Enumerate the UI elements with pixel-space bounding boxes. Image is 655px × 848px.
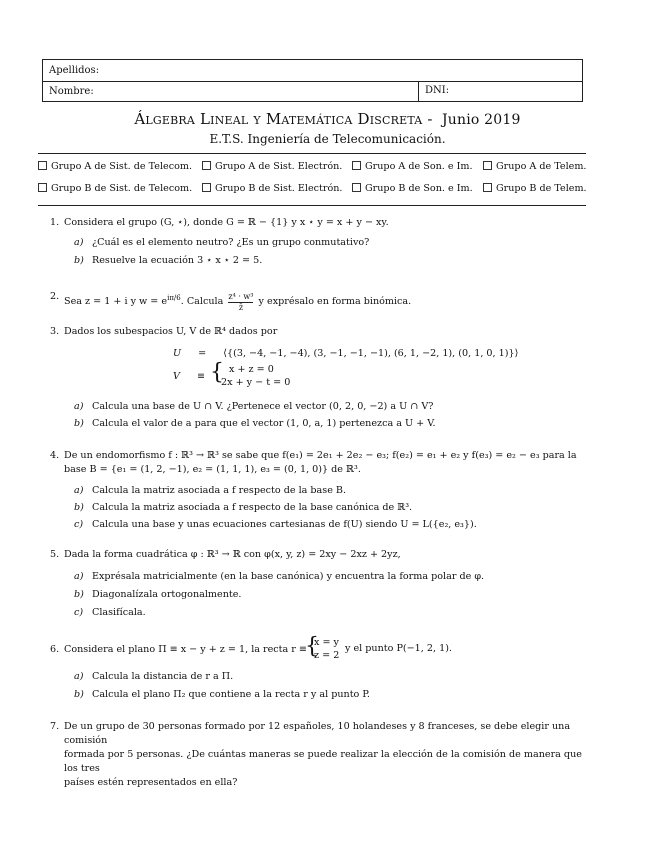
- checkbox-icon[interactable]: [38, 161, 47, 170]
- group-option[interactable]: Grupo A de Sist. de Telecom.: [38, 161, 192, 172]
- nombre-row[interactable]: [43, 81, 582, 102]
- question-number: 2.: [50, 291, 60, 302]
- question-number: 6.: [50, 644, 60, 655]
- subquestion: c) Calcula una base y unas ecuaciones cartesianas de f(U) siendo U = L({e₂, e₃}).: [74, 519, 477, 530]
- apellidos-row[interactable]: [43, 60, 582, 82]
- question-number: 5.: [50, 549, 60, 560]
- exam-date: Junio 2019: [441, 112, 521, 128]
- checkbox-icon[interactable]: [483, 183, 492, 192]
- group-option[interactable]: Grupo A de Sist. Electrón.: [202, 161, 342, 172]
- left-brace-icon: {: [210, 360, 224, 385]
- dni-field[interactable]: [418, 81, 449, 102]
- subspace-u: U = ⟨{(3, −4, −1, −4), (3, −1, −1, −1), (6, 1, −2, 1), (0, 1, 0, 1)}⟩: [173, 348, 519, 359]
- group-option[interactable]: Grupo A de Telem.: [483, 161, 586, 172]
- student-id-box: [42, 59, 583, 102]
- group-option[interactable]: Grupo B de Son. e Im.: [352, 183, 473, 194]
- question-number: 1.: [50, 217, 60, 228]
- subquestion: b) Diagonalízala ortogonalmente.: [74, 589, 242, 600]
- subquestion: b) Calcula el valor de a para que el vector (1, 0, a, 1) pertenezca a U + V.: [74, 418, 436, 429]
- equation: 2x + y − t = 0: [221, 377, 291, 388]
- question-text: Dada la forma cuadrática φ : ℝ³ → ℝ con φ(x, y, z) = 2xy − 2xz + 2yz,: [64, 549, 401, 560]
- fraction: $\frac{\text{z⁴ · w³}}{z̄}$: [228, 292, 254, 312]
- question-text: Sea z = 1 + i y $w = e^{i\pi/6}$. Calcula $\frac{\text{z⁴ · w³}}{z̄}$ y exprésalo en forma binómica.: [64, 292, 412, 312]
- question-number: 7.: [50, 721, 60, 732]
- subquestion: b) Calcula el plano Π₂ que contiene a la recta r y al punto P.: [74, 689, 370, 700]
- group-option[interactable]: Grupo B de Sist. de Telecom.: [38, 183, 192, 194]
- question-text: Considera el plano Π ≡ x − y + z = 1, la recta r ≡: [64, 644, 307, 655]
- group-option[interactable]: Grupo B de Sist. Electrón.: [202, 183, 342, 194]
- checkbox-icon[interactable]: [352, 183, 361, 192]
- question-text: De un endomorfismo f : ℝ³ → ℝ³ se sabe que f(e₁) = 2e₁ + 2e₂ − e₃; f(e₂) = e₁ + e₂ y f(e₃) = e₂ − e₃ para la base B = {e₁ = (1, 2, −1), e₂ = (1, 1, 1), e₃ = (0, 1, 0)} de ℝ³.: [64, 450, 577, 475]
- question-text-tail: y el punto P(−1, 2, 1).: [345, 643, 452, 654]
- question-number: 3.: [50, 326, 60, 337]
- question-text: Considera el grupo (G, ⋆), donde G = ℝ − {1} y x ⋆ y = x + y − xy.: [64, 217, 389, 228]
- checkbox-icon[interactable]: [202, 161, 211, 170]
- checkbox-icon[interactable]: [38, 183, 47, 192]
- group-row-a: [38, 161, 586, 183]
- subquestion: a) Calcula la matriz asociada a f respecto de la base B.: [74, 485, 347, 496]
- question-text: Dados los subespacios U, V de ℝ⁴ dados por: [64, 326, 278, 337]
- group-row-b: [38, 183, 586, 205]
- equation: x + z = 0: [229, 364, 274, 375]
- subquestion: a) Calcula una base de U ∩ V. ¿Pertenece el vector (0, 2, 0, −2) a U ∩ V?: [74, 401, 434, 412]
- exam-title: [0, 110, 655, 128]
- course-title: Álgebra Lineal y Matemática Discreta -: [134, 110, 433, 128]
- subquestion: a) Calcula la distancia de r a Π.: [74, 671, 234, 682]
- group-option[interactable]: Grupo A de Son. e Im.: [352, 161, 473, 172]
- question-number: 4.: [50, 450, 60, 461]
- nombre-label: Nombre:: [49, 86, 94, 97]
- apellidos-label: Apellidos:: [49, 65, 100, 76]
- question-text: De un grupo de 30 personas formado por 12 españoles, 10 holandeses y 8 franceses, se debe elegir una comisión formada por 5 personas. ¿De cuántas maneras se puede realizar la elección de la comisión de manera que los tres países estén representados en ella?: [64, 721, 582, 788]
- subquestion: a) Exprésala matricialmente (en la base canónica) y encuentra la forma polar de φ.: [74, 571, 485, 582]
- subquestion: b) Calcula la matriz asociada a f respecto de la base canónica de ℝ³.: [74, 502, 413, 513]
- subspace-v: V ≡: [173, 371, 206, 382]
- checkbox-icon[interactable]: [483, 161, 492, 170]
- equation: z = 2: [314, 650, 340, 661]
- group-option[interactable]: Grupo B de Telem.: [483, 183, 587, 194]
- group-selector: [38, 161, 586, 205]
- equation: x = y: [314, 637, 339, 648]
- school-name: E.T.S. Ingeniería de Telecomunicación.: [209, 132, 446, 146]
- subquestion: a) ¿Cuál es el elemento neutro? ¿Es un grupo conmutativo?: [74, 237, 370, 248]
- left-brace-icon: {: [305, 634, 319, 659]
- divider-bottom: [38, 205, 586, 206]
- checkbox-icon[interactable]: [352, 161, 361, 170]
- subquestion: b) Resuelve la ecuación 3 ⋆ x ⋆ 2 = 5.: [74, 255, 263, 266]
- dni-label: DNI:: [425, 85, 450, 96]
- checkbox-icon[interactable]: [202, 183, 211, 192]
- subquestion: c) Clasifícala.: [74, 607, 146, 618]
- divider-top: [38, 153, 586, 154]
